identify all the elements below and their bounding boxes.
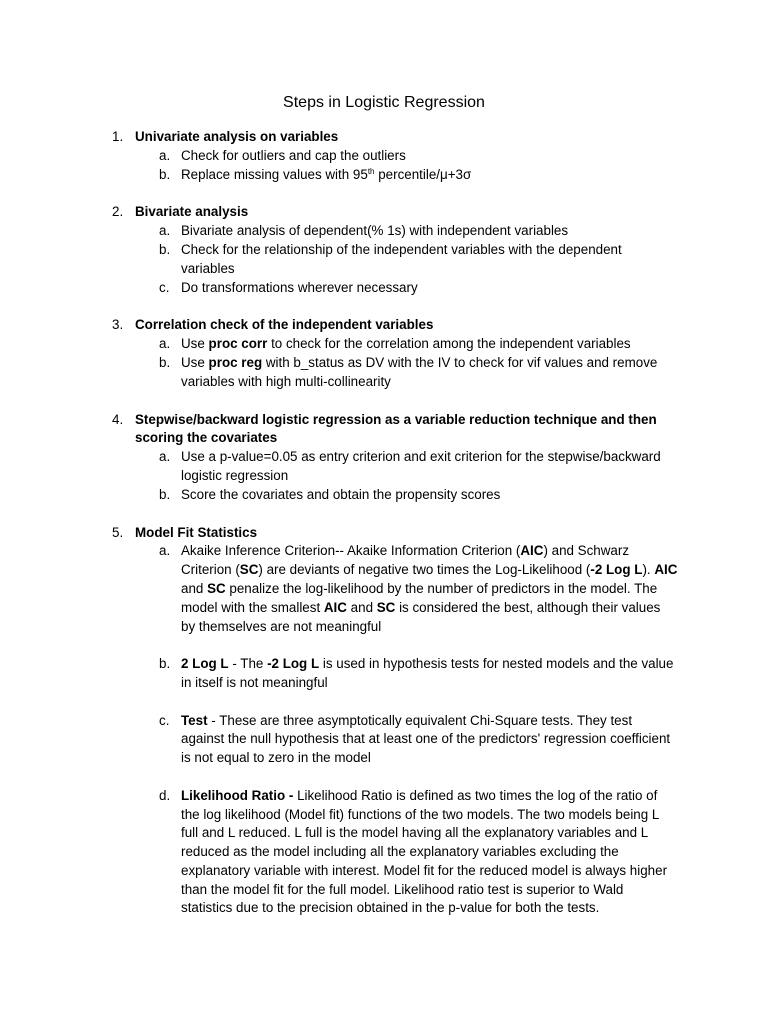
section-heading: Model Fit Statistics (135, 524, 258, 540)
item-letter: b. (159, 656, 171, 672)
item-text: Replace missing values with 95th percentile/μ+3σ (181, 166, 472, 182)
item-text: Bivariate analysis of dependent(% 1s) with independent variables (181, 223, 569, 239)
steps-list (0, 128, 768, 937)
list-item (159, 279, 678, 298)
section-number: 1. (112, 129, 124, 144)
item-text: Use a p-value=0.05 as entry criterion and exit criterion for the stepwise/backward logistic regression (181, 449, 661, 483)
section-heading: Bivariate analysis (135, 204, 249, 220)
list-item (159, 655, 678, 693)
section-heading: Univariate analysis on variables (135, 129, 339, 144)
item-text: Check for outliers and cap the outliers (181, 147, 406, 163)
item-letter: a. (159, 223, 171, 239)
item-letter: a. (159, 336, 171, 352)
item-letter: a. (159, 147, 171, 163)
section-number: 5. (112, 524, 124, 540)
section-1 (0, 128, 768, 184)
list-item (159, 486, 678, 505)
item-text: Likelihood Ratio - Likelihood Ratio is defined as two times the log of the ratio of the log likelihood (Model fit) functions of the two models. The two models being L full and L reduced. L full is the model having all the explanatory variables and L reduced as the model including all the explanatory variables excluding the explanatory variable with interest. Model fit for the reduced model is always higher than the model fit for the full model. Likelihood ratio test is superior to Wald statistics due to the precision obtained in the p-value for both the tests. (181, 787, 668, 916)
list-item (159, 787, 678, 919)
section-4 (0, 411, 768, 505)
item-text: Test - These are three asymptotically equivalent Chi-Square tests. They test against the null hypothesis that at least one of the predictors' regression coefficient is not equal to zero in the model (181, 712, 671, 766)
section-5 (0, 524, 768, 919)
item-letter: d. (159, 787, 171, 803)
item-letter: c. (159, 279, 170, 295)
section-2 (0, 203, 768, 297)
item-letter: b. (159, 166, 171, 182)
list-item (159, 147, 678, 166)
section-3 (0, 316, 768, 391)
item-text: Akaike Inference Criterion-- Akaike Information Criterion (AIC) and Schwarz Criterion (SC) are deviants of negative two times the Log-Likelihood (-2 Log L). AIC and SC penalize the log-likelihood by the number of predictors in the model. The model with the smallest AIC and SC is considered the best, although their values by themselves are not meaningful (181, 543, 678, 634)
section-number: 3. (112, 317, 124, 333)
list-item (159, 712, 678, 768)
item-letter: b. (159, 486, 171, 502)
item-text: Score the covariates and obtain the propensity scores (181, 486, 501, 502)
item-letter: a. (159, 543, 171, 559)
item-text: Use proc corr to check for the correlation among the independent variables (181, 336, 631, 352)
item-letter: b. (159, 241, 171, 257)
item-letter: b. (159, 354, 171, 370)
list-item (159, 222, 678, 241)
section-number: 2. (112, 204, 124, 220)
item-text: Check for the relationship of the independent variables with the dependent variables (181, 241, 622, 276)
section-heading: Stepwise/backward logistic regression as a variable reduction technique and then scoring the covariates (135, 411, 657, 446)
list-item (159, 241, 678, 279)
list-item (159, 166, 678, 185)
item-letter: c. (159, 712, 170, 728)
list-item (159, 354, 678, 392)
item-text: 2 Log L - The -2 Log L is used in hypothesis tests for nested models and the value in itself is not meaningful (181, 656, 674, 690)
section-heading: Correlation check of the independent variables (135, 317, 434, 333)
item-letter: a. (159, 449, 171, 465)
page-title: Steps in Logistic Regression (283, 94, 485, 111)
list-item (159, 448, 678, 486)
list-item (159, 335, 678, 354)
item-text: Do transformations wherever necessary (181, 279, 418, 295)
list-item (159, 542, 678, 636)
item-text: Use proc reg with b_status as DV with the IV to check for vif values and remove variables with high multi-collinearity (181, 354, 658, 389)
section-number: 4. (112, 411, 124, 427)
